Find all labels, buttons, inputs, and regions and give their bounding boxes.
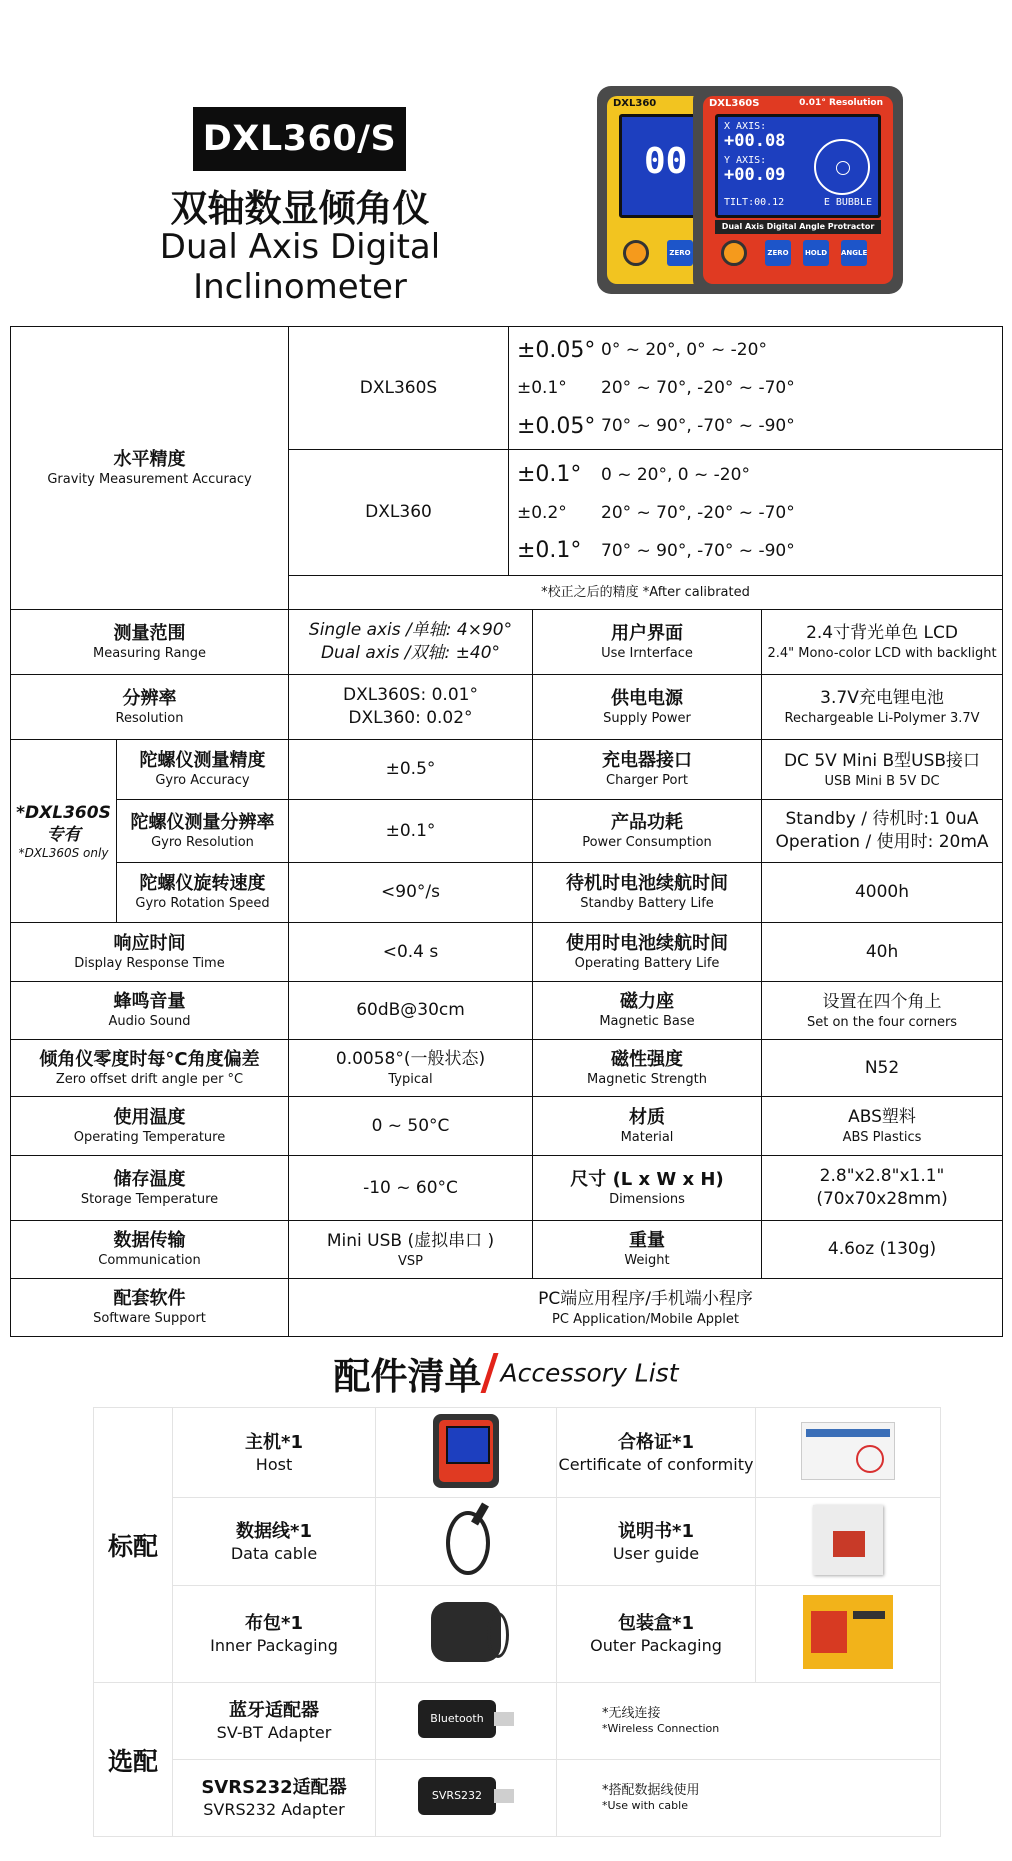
accessory-item: 说明书*1 User guide <box>557 1498 756 1586</box>
accuracy-values-dxl360s <box>509 327 1003 450</box>
accessory-item: SVRS232适配器 SVRS232 Adapter <box>173 1760 376 1837</box>
spec-label: 待机时电池续航时间 Standby Battery Life <box>533 863 762 923</box>
hold-button-icon: HOLD <box>803 240 829 266</box>
spec-label: 陀螺仪测量分辨率 Gyro Resolution <box>117 800 289 863</box>
device-dxl360s-image <box>693 86 903 294</box>
rs232-adapter-image <box>376 1760 557 1837</box>
accuracy-row: ±0.05° 0° ~ 20°, 0° ~ -20° <box>517 337 767 363</box>
device-caption: Dual Axis Digital Angle Protractor <box>715 220 881 234</box>
spec-label: 倾角仪零度时每°C角度偏差 Zero offset drift angle per °C <box>11 1040 289 1097</box>
spec-value: PC端应用程序/手机端小程序 PC Application/Mobile Applet <box>289 1279 1003 1337</box>
spec-label: 磁性强度 Magnetic Strength <box>533 1040 762 1097</box>
spec-value: -10 ~ 60°C <box>289 1156 533 1221</box>
usb-cable-icon <box>436 1503 496 1577</box>
bluetooth-adapter-image <box>376 1683 557 1760</box>
spec-label: 陀螺仪测量精度 Gyro Accuracy <box>117 740 289 800</box>
spec-label: 测量范围 Measuring Range <box>11 610 289 675</box>
accessory-item: 主机*1 Host <box>173 1408 376 1498</box>
spec-value: DXL360S: 0.01° DXL360: 0.02° <box>289 675 533 740</box>
title-en: Dual Axis Digital Inclinometer <box>159 227 441 307</box>
spec-value: ±0.1° <box>289 800 533 863</box>
certificate-icon <box>801 1422 895 1480</box>
spec-label: 产品功耗 Power Consumption <box>533 800 762 863</box>
spec-label: 数据传输 Communication <box>11 1221 289 1279</box>
device-red-resolution: 0.01° Resolution <box>799 98 883 108</box>
cable-image <box>376 1498 557 1586</box>
spec-value: 设置在四个角上 Set on the four corners <box>762 982 1003 1040</box>
rs232-adapter-icon: SVRS232 <box>418 1777 514 1815</box>
spec-value: 0.0058°(一般状态) Typical <box>289 1040 533 1097</box>
spec-label: 磁力座 Magnetic Base <box>533 982 762 1040</box>
bag-image <box>376 1586 557 1683</box>
title-cn: 双轴数显倾角仪 <box>170 187 430 230</box>
spec-label: 响应时间 Display Response Time <box>11 923 289 982</box>
gyro-exclusive-label: *DXL360S 专有 *DXL360S only <box>11 740 117 923</box>
spec-value: 4000h <box>762 863 1003 923</box>
spec-value: N52 <box>762 1040 1003 1097</box>
spec-label: 用户界面 Use Irnterface <box>533 610 762 675</box>
header <box>0 0 1012 320</box>
accessory-item: 数据线*1 Data cable <box>173 1498 376 1586</box>
accessory-title-cn: 配件清单 <box>333 1355 482 1398</box>
spec-label: 材质 Material <box>533 1097 762 1156</box>
spec-value: 2.8"x2.8"x1.1" (70x70x28mm) <box>762 1156 1003 1221</box>
accuracy-values-dxl360 <box>509 450 1003 576</box>
accessory-item: 包装盒*1 Outer Packaging <box>557 1586 756 1683</box>
spec-label: 分辨率 Resolution <box>11 675 289 740</box>
standard-group-label: 标配 <box>94 1408 173 1683</box>
spec-value: Single axis /单轴: 4×90° Dual axis /双轴: ±40° <box>289 610 533 675</box>
spec-value: <90°/s <box>289 863 533 923</box>
accessory-title-en: Accessory List <box>500 1358 679 1388</box>
package-box-icon <box>803 1595 893 1669</box>
spec-value: ±0.5° <box>289 740 533 800</box>
accessory-item: 布包*1 Inner Packaging <box>173 1586 376 1683</box>
spec-value: 4.6oz (130g) <box>762 1221 1003 1279</box>
accuracy-model-dxl360s: DXL360S <box>289 327 509 450</box>
spec-label: 陀螺仪旋转速度 Gyro Rotation Speed <box>117 863 289 923</box>
certificate-image <box>756 1408 941 1498</box>
spec-table <box>10 326 1003 1337</box>
bluetooth-adapter-icon: Bluetooth <box>418 1700 514 1738</box>
accuracy-note: *校正之后的精度 *After calibrated <box>289 576 1003 610</box>
optional-group-label: 选配 <box>94 1683 173 1837</box>
spec-value: Mini USB (虚拟串口 ) VSP <box>289 1221 533 1279</box>
carry-bag-icon <box>431 1602 501 1662</box>
user-guide-icon <box>813 1505 883 1575</box>
device-yellow-lcd: 00 <box>619 114 711 218</box>
accuracy-label: 水平精度 Gravity Measurement Accuracy <box>11 327 289 610</box>
accuracy-row: ±0.1° 70° ~ 90°, -70° ~ -90° <box>517 538 795 563</box>
device-red-label: DXL360S <box>709 98 760 109</box>
spec-value: DC 5V Mini B型USB接口 USB Mini B 5V DC <box>762 740 1003 800</box>
accuracy-row: ±0.2° 20° ~ 70°, -20° ~ -70° <box>517 502 795 523</box>
accuracy-row: ±0.05° 70° ~ 90°, -70° ~ -90° <box>517 413 795 439</box>
model-badge: DXL360/S <box>193 107 406 171</box>
spec-value: Standby / 待机时:1 0uA Operation / 使用时: 20mA <box>762 800 1003 863</box>
accessory-note: *无线连接 *Wireless Connection <box>557 1683 941 1760</box>
power-button-icon <box>623 240 649 266</box>
device-red-lcd: X AXIS: +00.08 Y AXIS: +00.09 TILT:00.12 E BUBBLE <box>715 114 881 218</box>
accessory-note: *搭配数据线使用 *Use with cable <box>557 1760 941 1837</box>
accuracy-row: ±0.1° 0 ~ 20°, 0 ~ -20° <box>517 462 750 487</box>
spec-value: 60dB@30cm <box>289 982 533 1040</box>
spec-value: 3.7V充电锂电池 Rechargeable Li-Polymer 3.7V <box>762 675 1003 740</box>
box-image <box>756 1586 941 1683</box>
accessory-table <box>93 1407 941 1837</box>
accuracy-model-dxl360: DXL360 <box>289 450 509 576</box>
spec-value: 2.4寸背光单色 LCD 2.4" Mono-color LCD with backlight <box>762 610 1003 675</box>
spec-label: 供电电源 Supply Power <box>533 675 762 740</box>
spec-value: ABS塑料 ABS Plastics <box>762 1097 1003 1156</box>
spec-label: 配套软件 Software Support <box>11 1279 289 1337</box>
zero-button-icon: ZERO <box>765 240 791 266</box>
bubble-level-icon <box>814 139 870 195</box>
accessory-item: 蓝牙适配器 SV-BT Adapter <box>173 1683 376 1760</box>
zero-button-icon: ZERO <box>667 240 693 266</box>
spec-label: 充电器接口 Charger Port <box>533 740 762 800</box>
spec-label: 重量 Weight <box>533 1221 762 1279</box>
accuracy-row: ±0.1° 20° ~ 70°, -20° ~ -70° <box>517 378 795 398</box>
power-button-icon <box>721 240 747 266</box>
spec-label: 储存温度 Storage Temperature <box>11 1156 289 1221</box>
accessory-title <box>0 1346 1012 1400</box>
spec-value: 40h <box>762 923 1003 982</box>
device-yellow-label: DXL360 <box>613 98 657 109</box>
spec-label: 尺寸 (L x W x H) Dimensions <box>533 1156 762 1221</box>
spec-label: 使用温度 Operating Temperature <box>11 1097 289 1156</box>
spec-label: 蜂鸣音量 Audio Sound <box>11 982 289 1040</box>
spec-label: 使用时电池续航时间 Operating Battery Life <box>533 923 762 982</box>
host-image <box>376 1408 557 1498</box>
host-device-icon <box>433 1414 499 1488</box>
spec-value: <0.4 s <box>289 923 533 982</box>
angle-button-icon: ANGLE <box>841 240 867 266</box>
spec-value: 0 ~ 50°C <box>289 1097 533 1156</box>
slash-icon <box>481 1353 499 1393</box>
accessory-item: 合格证*1 Certificate of conformity <box>557 1408 756 1498</box>
guide-image <box>756 1498 941 1586</box>
